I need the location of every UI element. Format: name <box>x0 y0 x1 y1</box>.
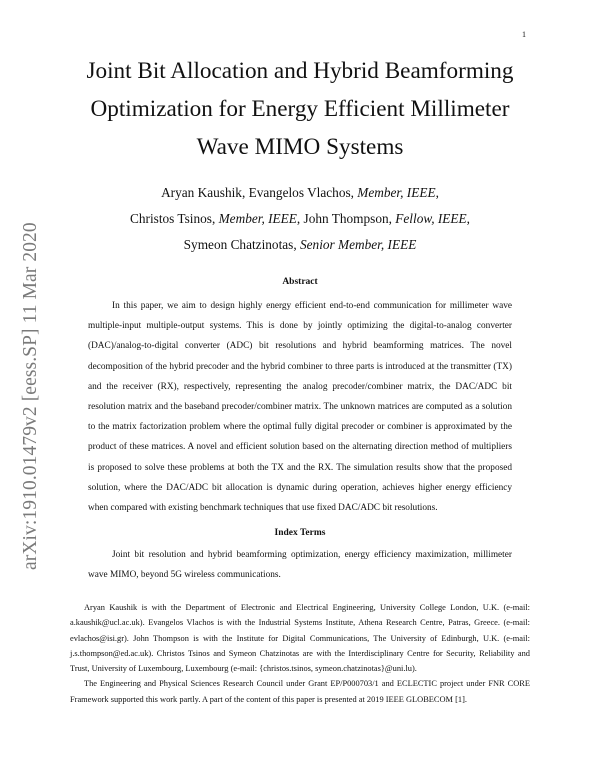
footnote-funding: The Engineering and Physical Sciences Research Council under Grant EP/P000703/1 and ECLECTIC project under FNR CORE Framework supported this work partly. A part of the content of this paper is presented at 2019 IEEE GLOBECOM [1]. <box>70 679 530 704</box>
author-line: Aryan Kaushik, Evangelos Vlachos, Member, IEEE, <box>161 185 439 200</box>
footnotes <box>70 600 530 707</box>
abstract-text: In this paper, we aim to design highly energy efficient end-to-end communication for millimeter wave multiple-input multiple-output systems. This is done by jointly optimizing the digital-to-analog converter (DAC)/analog-to-digital converter (ADC) bit resolutions and hybrid beamforming matrices. The novel decomposition of the hybrid precoder and the hybrid combiner to three parts is introduced at the transmitter (TX) and the receiver (RX), respectively, representing the analog precoder/combiner matrix, the DAC/ADC bit resolution matrix and the baseband precoder/combiner matrix. The unknown matrices are computed as a solution to the matrix factorization problem where the optimal fully digital precoder or combiner is approximated by the product of these matrices. A novel and efficient solution based on the alternating direction method of multipliers is proposed to solve these problems at both the TX and the RX. The simulation results show that the proposed solution, where the DAC/ADC bit allocation is dynamic during operation, achieves higher energy efficiency when compared with existing benchmark techniques that use fixed DAC/ADC bit resolutions. <box>88 301 512 514</box>
arxiv-identifier-stamp[interactable]: arXiv:1910.01479v2 [eess.SP] 11 Mar 2020 <box>20 222 41 570</box>
title-line: Joint Bit Allocation and Hybrid Beamforming <box>86 58 514 84</box>
author-list <box>80 180 520 258</box>
title-line: Optimization for Energy Efficient Millimeter <box>90 96 510 122</box>
page-number: 1 <box>522 30 526 39</box>
index-terms-heading: Index Terms <box>274 528 326 538</box>
abstract-heading: Abstract <box>282 277 318 287</box>
title-line: Wave MIMO Systems <box>196 134 404 160</box>
index-terms-text: Joint bit resolution and hybrid beamforming optimization, energy efficiency maximization, millimeter wave MIMO, beyond 5G wireless communications. <box>88 550 512 580</box>
author-line: Christos Tsinos, Member, IEEE, John Thompson, Fellow, IEEE, <box>130 211 470 226</box>
footnote-affiliations: Aryan Kaushik is with the Department of Electronic and Electrical Engineering, University College London, U.K. (e-mail: a.kaushik@ucl.ac.uk). Evangelos Vlachos is with the Industrial Systems Institute, Athena Research Centre, Patras, Greece. (e-mail: evlachos@isi.gr). John Thompson is with the Institute for Digital Communications, The University of Edinburgh, U.K. (e-mail: j.s.thompson@ed.ac.uk). Christos Tsinos and Symeon Chatzinotas are with the Interdisciplinary Centre for Security, Reliability and Trust, University of Luxembourg, Luxembourg (e-mail: {christos.tsinos, symeon.chatzinotas}@uni.lu). <box>70 603 530 674</box>
author-line: Symeon Chatzinotas, Senior Member, IEEE <box>183 237 417 252</box>
paper-title <box>60 52 540 166</box>
